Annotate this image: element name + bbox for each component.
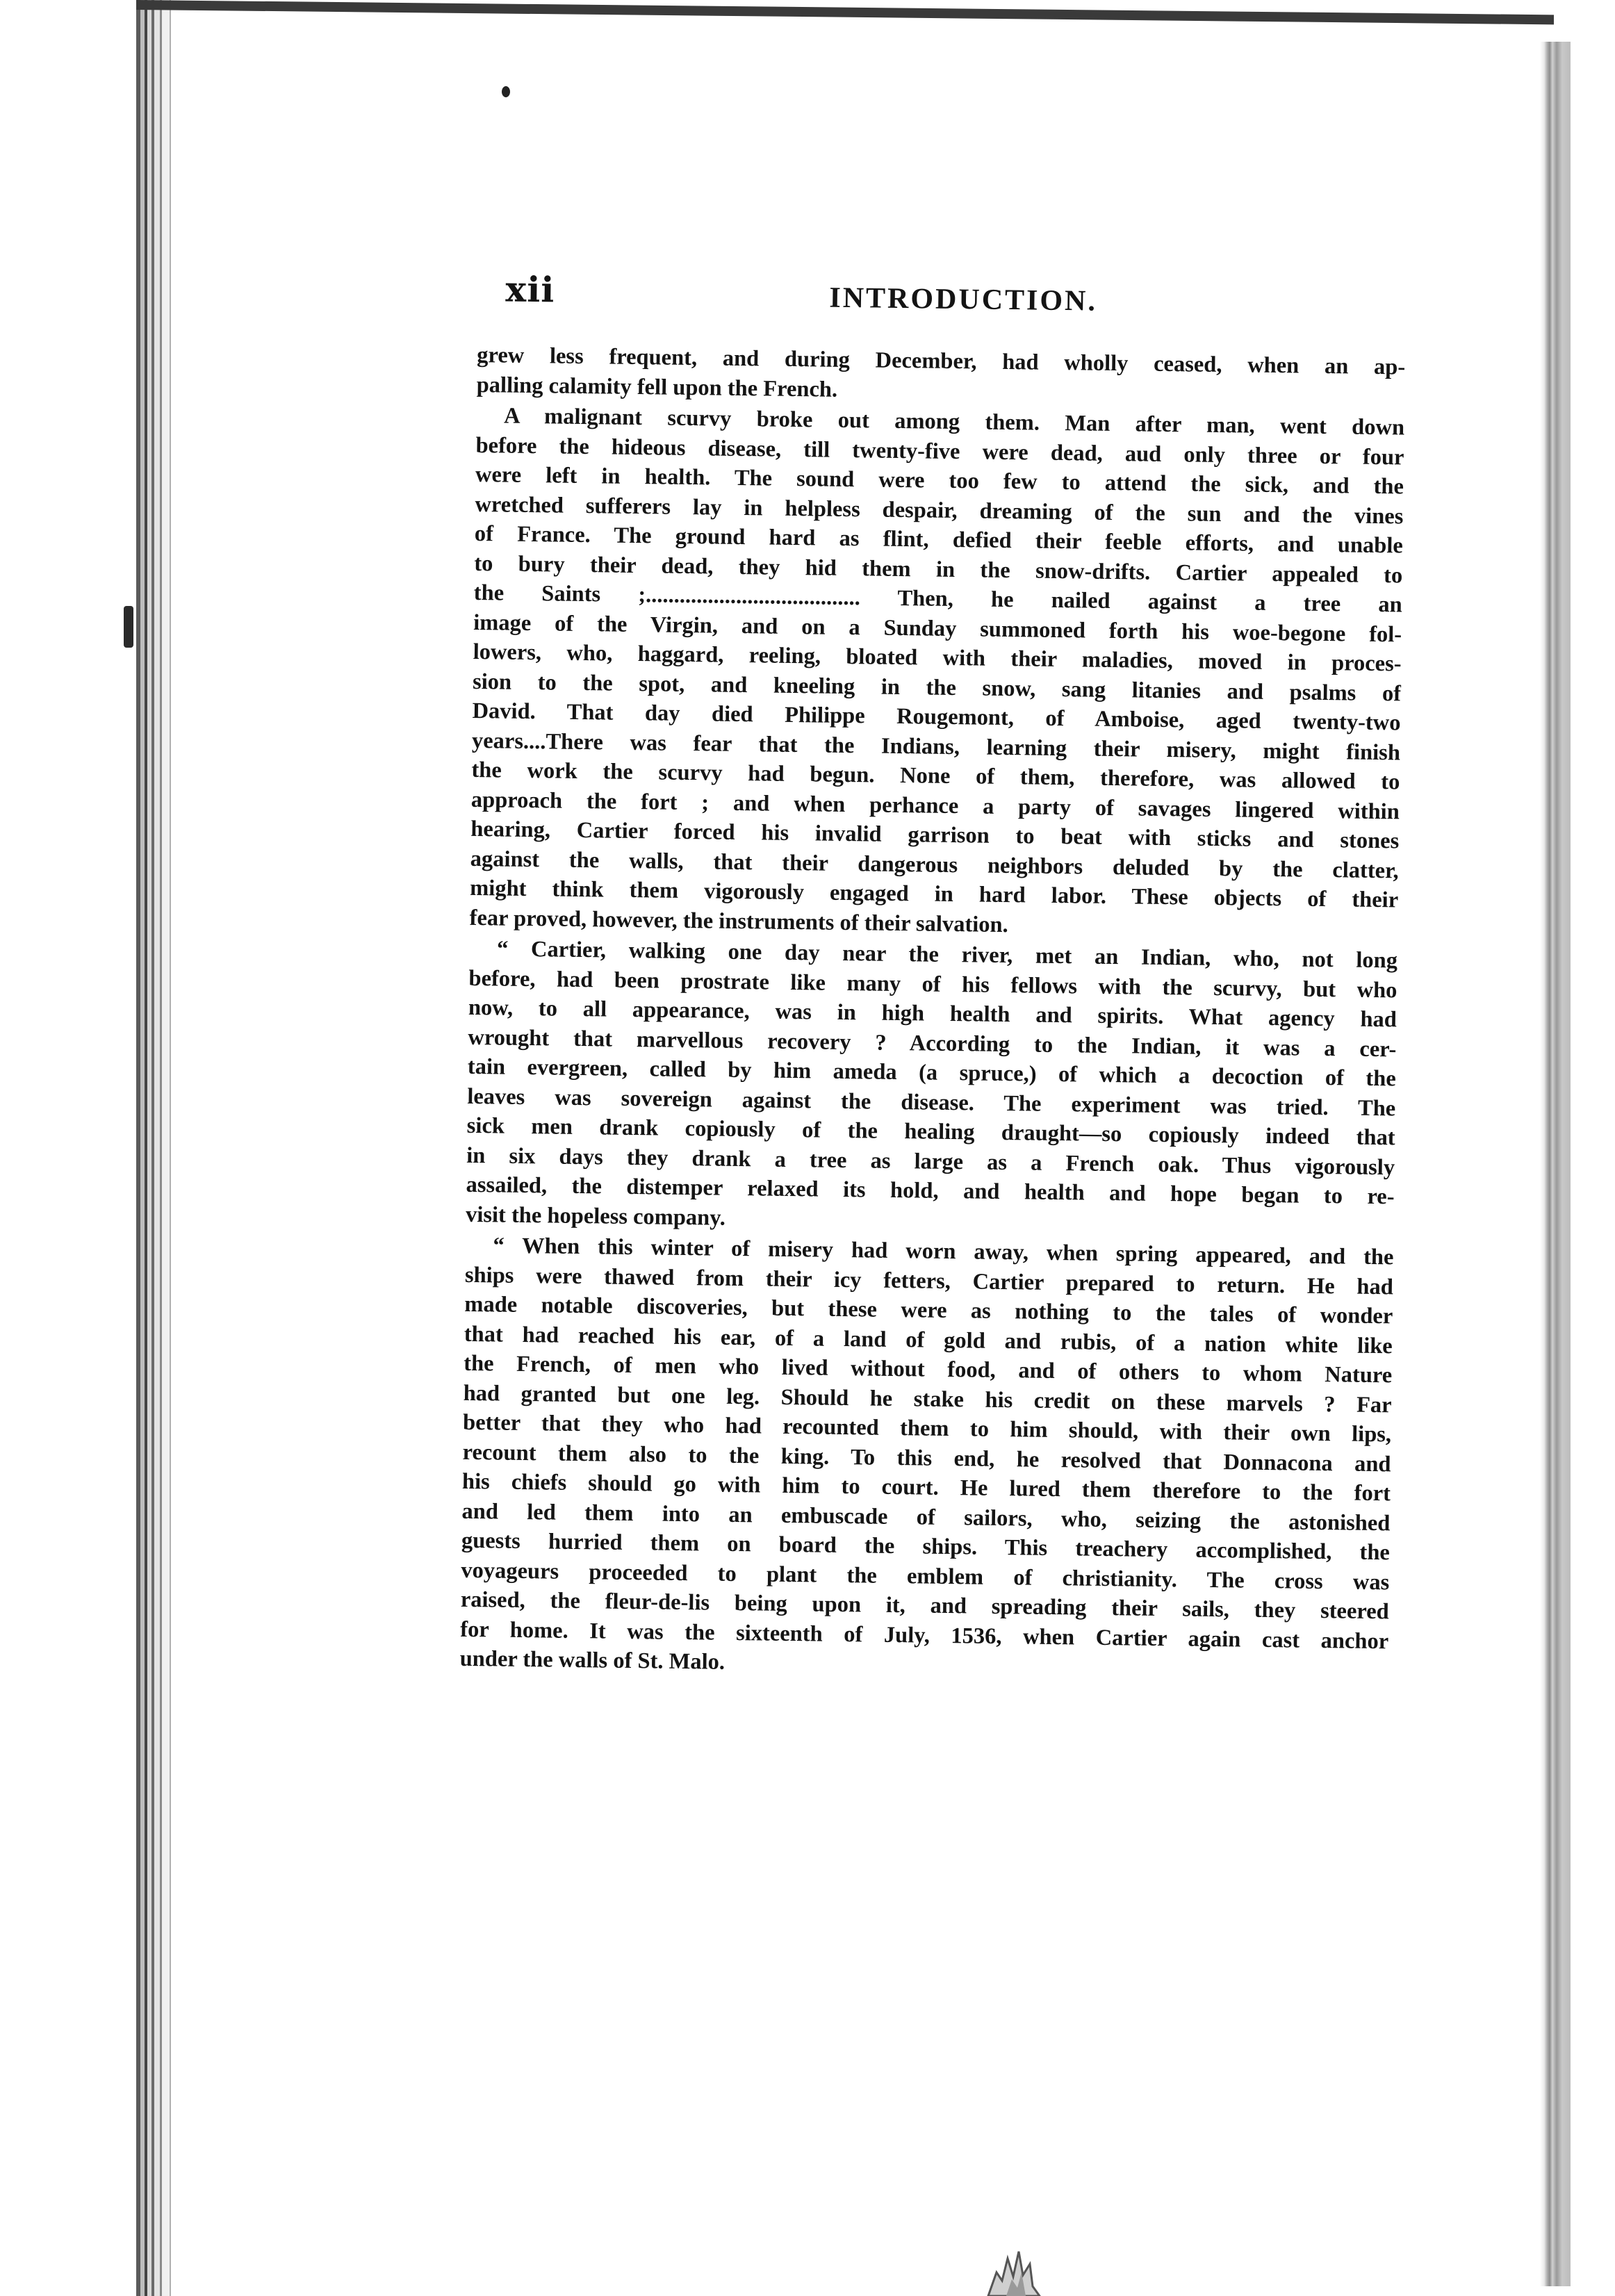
text-line: and led them into an embuscade of sailors, who, seizing the astonished xyxy=(461,1498,1391,1536)
text-line: hearing, Cartier forced his invalid garrison to beat with sticks and stones xyxy=(470,816,1400,854)
text-line: for home. It was the sixteenth of July, 1536, when Cartier again cast anchor xyxy=(460,1616,1389,1654)
text-line: in six days they drank a tree as large as a French oak. Thus vigorously xyxy=(466,1142,1395,1180)
paragraph xyxy=(459,1231,1393,1686)
paper-tear-mark xyxy=(981,2245,1044,2296)
running-head: INTRODUCTION. xyxy=(829,281,1098,318)
text-line: visit the hopeless company. xyxy=(465,1202,726,1231)
text-line: “ When this winter of misery had worn away, when spring appeared, and the xyxy=(493,1233,1394,1270)
page-number: xii xyxy=(505,268,555,311)
text-line: A malignant scurvy broke out among them. Man after man, went down xyxy=(503,403,1405,441)
text-line: his chiefs should go with him to court. He lured them therefore to the fort xyxy=(461,1468,1391,1507)
text-line: made notable discoveries, but these were as nothing to the tales of wonder xyxy=(464,1291,1393,1329)
book-page-edges-left xyxy=(136,0,199,2296)
text-line: now, to all appearance, was in high health and spirits. What agency had xyxy=(468,994,1397,1033)
text-line: fear proved, however, the instruments of their salvation. xyxy=(469,905,1009,937)
text-line: image of the Virgin, and on a Sunday summoned forth his woe-begone fol- xyxy=(473,609,1402,647)
text-line: the work the scurvy had begun. None of them, therefore, was allowed to xyxy=(471,757,1400,795)
text-line: voyageurs proceeded to plant the emblem of christianity. The cross was xyxy=(461,1557,1390,1595)
body-text xyxy=(459,341,1405,1686)
text-line: David. That day died Philippe Rougemont, of Amboise, aged twenty-two xyxy=(472,698,1401,736)
binding-mark xyxy=(124,606,133,648)
text-line: years....There was fear that the Indians, learning their misery, might finish xyxy=(471,728,1401,765)
text-line: against the walls, that their dangerous neighbors deluded by the clatter, xyxy=(470,846,1399,883)
text-line: ships were thawed from their icy fetters, Cartier prepared to return. He had xyxy=(464,1262,1394,1299)
text-line: sion to the spot, and kneeling in the snow, sang litanies and psalms of xyxy=(472,669,1402,706)
ink-speck xyxy=(502,86,510,97)
text-line: grew less frequent, and during December, had wholly ceased, when an ap- xyxy=(477,342,1406,380)
text-line: recount them also to the king. To this end, he resolved that Donnacona and xyxy=(462,1439,1391,1477)
text-line: better that they who had recounted them to him should, with their own lips, xyxy=(462,1409,1392,1448)
text-line: the Saints ;...................................... Then, he nailed against a tree an xyxy=(473,580,1402,618)
text-line: lowers, who, haggard, reeling, bloated with their maladies, moved in proces- xyxy=(473,639,1402,677)
page-header xyxy=(477,264,1407,331)
text-line: might think them vigorously engaged in hard labor. These objects of their xyxy=(470,875,1399,913)
text-line: were left in health. The sound were too few to attend the sick, and the xyxy=(475,461,1404,500)
text-line: before the hideous disease, till twenty-five were dead, aud only three or four xyxy=(475,432,1404,470)
text-line: assailed, the distemper relaxed its hold, and health and hope began to re- xyxy=(466,1172,1395,1210)
text-line: that had reached his ear, of a land of gold and rubis, of a nation white like xyxy=(464,1321,1393,1359)
text-line: “ Cartier, walking one day near the river, met an Indian, who, not long xyxy=(496,936,1398,974)
text-line: the French, of men who lived without food, and of others to whom Nature xyxy=(464,1350,1393,1388)
text-line: leaves was sovereign against the disease. The experiment was tried. The xyxy=(467,1083,1396,1121)
text-line: approach the fort ; and when perhance a party of savages lingered within xyxy=(470,787,1400,824)
text-line: of France. The ground hard as flint, defied their feeble efforts, and unable xyxy=(474,520,1404,559)
text-line: palling calamity fell upon the French. xyxy=(476,372,838,402)
text-line: raised, the fleur-de-lis being upon it, and spreading their sails, they steered xyxy=(460,1586,1389,1625)
paragraph xyxy=(476,341,1405,411)
book-page xyxy=(459,264,1406,1686)
paragraph xyxy=(469,401,1404,944)
book-page-edges-right xyxy=(1540,42,1571,2286)
text-line: before, had been prostrate like many of his fellows with the scurvy, but who xyxy=(468,965,1397,1003)
text-line: under the walls of St. Malo. xyxy=(459,1646,725,1675)
text-line: tain evergreen, called by him ameda (a spruce,) of which a decoction of the xyxy=(467,1053,1397,1092)
text-line: wretched sufferers lay in helpless despair, dreaming of the sun and the vines xyxy=(475,491,1404,529)
text-line: guests hurried them on board the ships. This treachery accomplished, the xyxy=(461,1527,1391,1566)
text-line: sick men drank copiously of the healing draught—so copiously indeed that xyxy=(466,1113,1395,1151)
text-line: to bury their dead, they hid them in the snow-drifts. Cartier appealed to xyxy=(474,550,1403,588)
paragraph xyxy=(466,934,1397,1241)
text-line: wrought that marvellous recovery ? According to the Indian, it was a cer- xyxy=(468,1024,1397,1062)
text-line: had granted but one leg. Should he stake his credit on these marvels ? Far xyxy=(463,1380,1392,1418)
